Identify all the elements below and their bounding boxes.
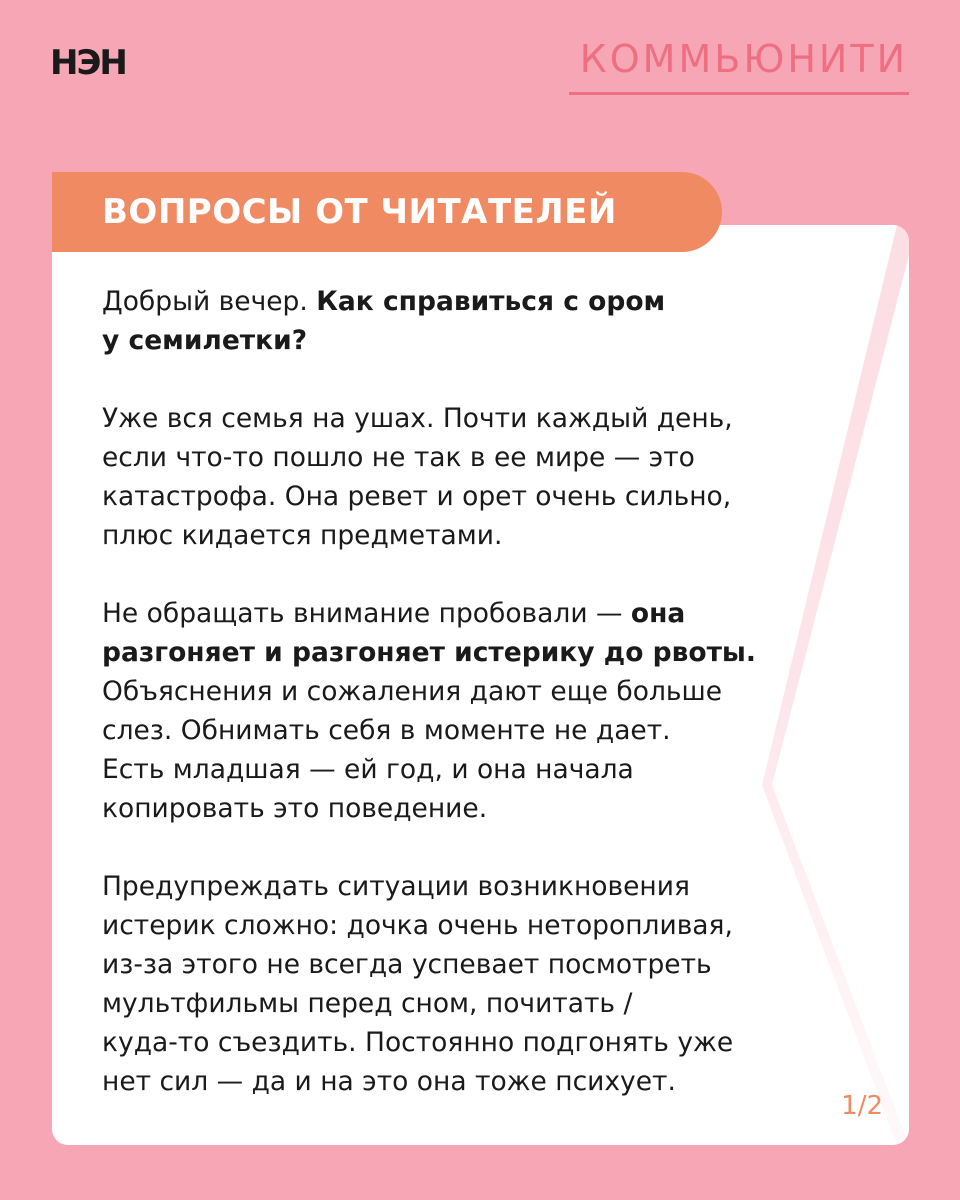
paragraph-prevention — [102, 867, 862, 1101]
text-line: Есть младшая — ей год, и она начала — [102, 754, 634, 785]
text-line — [102, 633, 862, 672]
header-title: ВОПРОСЫ ОТ ЧИТАТЕЛЕЙ — [102, 192, 617, 232]
text-line — [102, 282, 862, 321]
text-line: Уже вся семья на ушах. Почти каждый день, — [102, 403, 733, 434]
text-line: мультфильмы перед сном, почитать / — [102, 988, 633, 1019]
question-text — [102, 282, 862, 1101]
header-banner — [52, 172, 722, 252]
text-regular: Добрый вечер. — [102, 286, 317, 317]
text-line: куда-то съездить. Постоянно подгонять уже — [102, 1027, 734, 1058]
paragraph-attempts — [102, 594, 862, 828]
text-bold: разгоняет и разгоняет истерику до рвоты. — [102, 637, 756, 668]
text-bold: Как справиться с ором — [316, 286, 666, 317]
brand-logo: НЭН — [50, 43, 126, 83]
text-line — [102, 594, 862, 633]
text-bold: она — [630, 598, 686, 629]
section-label: КОММЬЮНИТИ — [579, 37, 908, 81]
text-line — [102, 321, 862, 360]
text-line: Объяснения и сожаления дают еще больше — [102, 676, 723, 707]
text-line: истерик сложно: дочка очень неторопливая, — [102, 910, 733, 941]
paragraph-situation — [102, 399, 862, 555]
text-line: катастрофа. Она ревет и орет очень сильно, — [102, 481, 732, 512]
text-line: нет сил — да и на это она тоже психует. — [102, 1066, 676, 1097]
text-bold: у семилетки? — [102, 325, 308, 356]
page-indicator: 1/2 — [841, 1091, 883, 1121]
text-line: Предупреждать ситуации возникновения — [102, 871, 690, 902]
text-line: если что-то пошло не так в ее мире — это — [102, 442, 695, 473]
question-card — [52, 225, 909, 1145]
text-line: копировать это поведение. — [102, 793, 488, 824]
text-line: плюс кидается предметами. — [102, 520, 503, 551]
text-line: из-за этого не всегда успевает посмотреть — [102, 949, 712, 980]
section-label-underline — [569, 92, 909, 95]
text-regular: Не обращать внимание пробовали — — [102, 598, 631, 629]
paragraph-greeting — [102, 282, 862, 360]
text-line: слез. Обнимать себя в моменте не дает. — [102, 715, 671, 746]
